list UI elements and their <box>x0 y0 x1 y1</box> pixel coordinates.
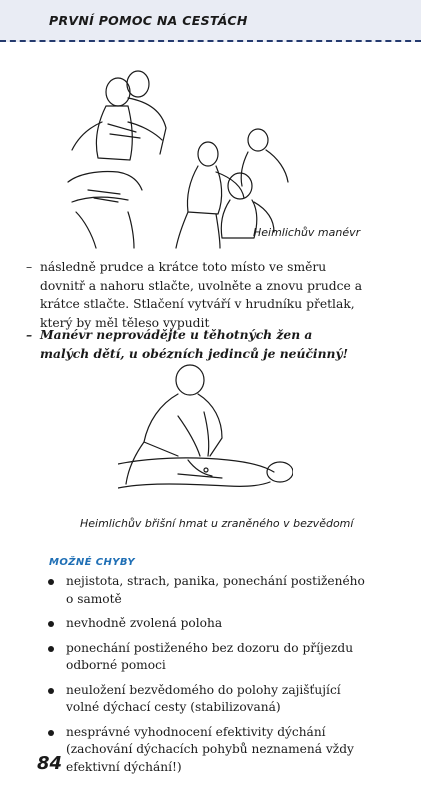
errors-list <box>48 573 366 783</box>
list-item-text: neuložení bezvědomého do polohy zajišťující volné dýchací cesty (stabilizovaná) <box>66 682 341 714</box>
abdominal-thrust-illustration <box>118 360 293 510</box>
dash-marker: – <box>26 260 33 274</box>
list-item <box>48 682 366 717</box>
list-item <box>48 615 366 633</box>
list-item <box>48 573 366 608</box>
header-title: PRVNÍ POMOC NA CESTÁCH <box>49 13 248 28</box>
bullet-icon <box>48 579 54 585</box>
figure-caption-abdominal-thrust: Heimlichův břišní hmat u zraněného v bezvědomí <box>80 517 354 530</box>
instruction-item <box>26 258 365 332</box>
instruction-text: následně prudce a krátce toto místo ve směru dovnitř a nahoru stlačte, uvolněte a znovu prudce a krátce stlačte. Stlačení vytváří v hrudníku přetlak, který by měl těleso vypudit <box>40 260 363 330</box>
bullet-icon <box>48 688 54 694</box>
dash-marker: – <box>26 327 33 342</box>
bullet-icon <box>48 646 54 652</box>
page-number: 84 <box>37 753 63 774</box>
figure-caption-heimlich: Heimlichův manévr <box>253 226 361 239</box>
list-item <box>48 724 366 777</box>
section-title-possible-errors: MOŽNÉ CHYBY <box>49 557 136 568</box>
list-item <box>48 640 366 675</box>
list-item-text: ponechání postiženého bez dozoru do příjezdu odborné pomoci <box>66 640 354 672</box>
heimlich-maneuver-illustration <box>58 62 361 252</box>
warning-item <box>26 326 365 363</box>
list-item-text: nesprávné vyhodnocení efektivity dýchání (zachování dýchacích pohybů neznamená vždy efektivní dýchání!) <box>66 724 354 774</box>
warning-text: Manévr neprovádějte u těhotných žen a malých dětí, u obézních jedinců je neúčinný! <box>40 327 349 361</box>
list-item-text: nejistota, strach, panika, ponechání postiženého o samotě <box>66 574 365 606</box>
bullet-icon <box>48 730 54 736</box>
list-item-text: nevhodně zvolená poloha <box>66 616 223 630</box>
bullet-icon <box>48 621 54 627</box>
page-header <box>0 0 421 42</box>
